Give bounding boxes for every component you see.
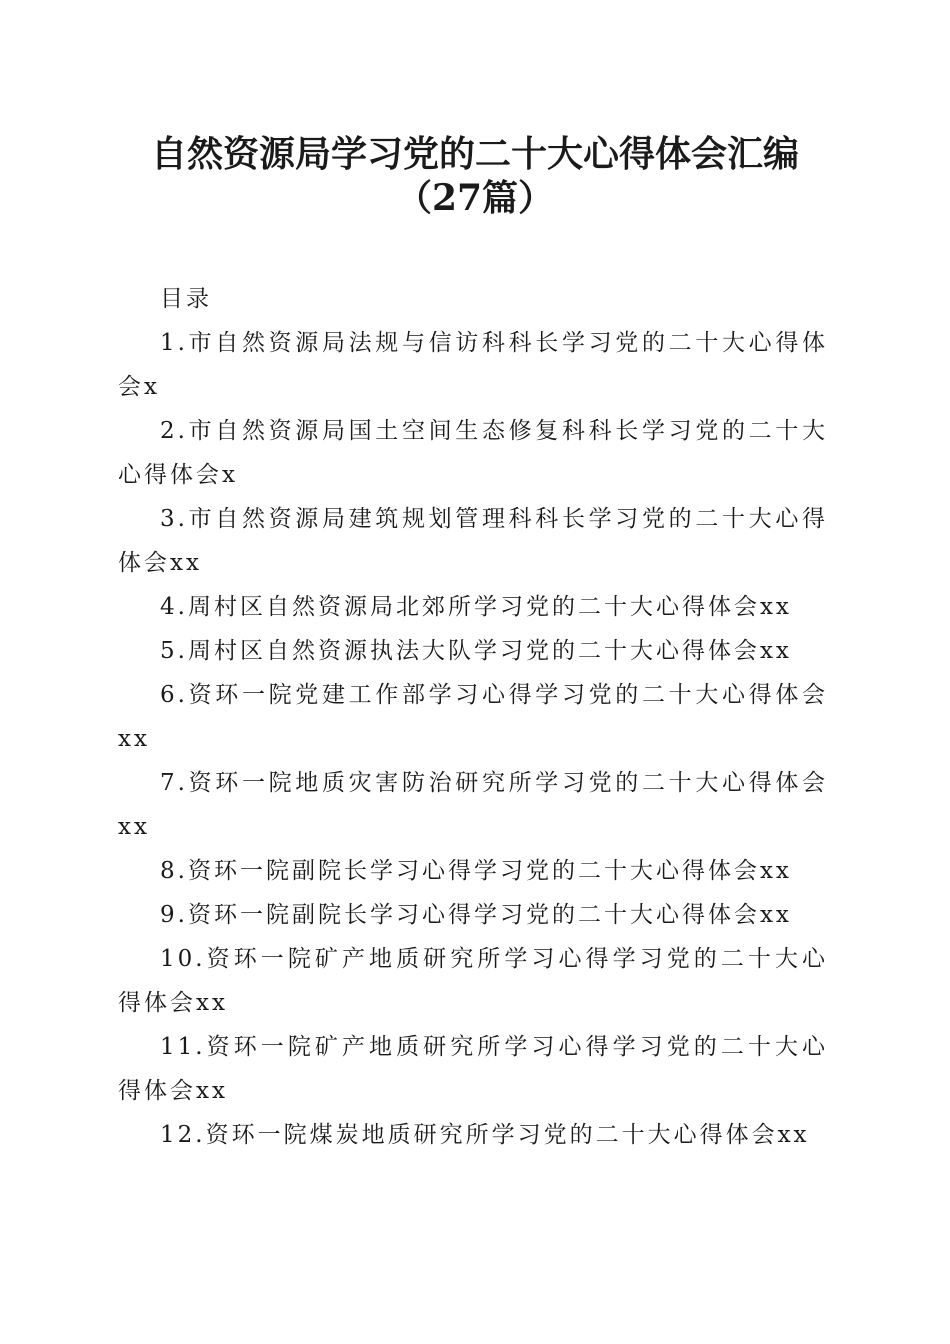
table-of-contents	[118, 277, 828, 1157]
toc-item-1[interactable]: 1.市自然资源局法规与信访科科长学习党的二十大心得体会x	[118, 330, 828, 400]
toc-item-4[interactable]: 4.周村区自然资源局北郊所学习党的二十大心得体会xx	[160, 594, 792, 620]
toc-item-6[interactable]: 6.资环一院党建工作部学习心得学习党的二十大心得体会xx	[118, 682, 828, 752]
toc-item-12[interactable]: 12.资环一院煤炭地质研究所学习党的二十大心得体会xx	[160, 1122, 810, 1148]
toc-item-5[interactable]: 5.周村区自然资源执法大队学习党的二十大心得体会xx	[160, 638, 792, 664]
toc-item-7[interactable]: 7.资环一院地质灾害防治研究所学习党的二十大心得体会xx	[118, 770, 828, 840]
toc-item-11[interactable]: 11.资环一院矿产地质研究所学习心得学习党的二十大心得体会xx	[118, 1034, 828, 1104]
toc-item-3[interactable]: 3.市自然资源局建筑规划管理科科长学习党的二十大心得体会xx	[118, 506, 828, 576]
toc-heading: 目录	[160, 286, 212, 312]
toc-list	[118, 321, 828, 1157]
toc-item-2[interactable]: 2.市自然资源局国土空间生态修复科科长学习党的二十大心得体会x	[118, 418, 828, 488]
toc-item-8[interactable]: 8.资环一院副院长学习心得学习党的二十大心得体会xx	[160, 858, 792, 884]
toc-item-9[interactable]: 9.资环一院副院长学习心得学习党的二十大心得体会xx	[160, 902, 792, 928]
toc-item-10[interactable]: 10.资环一院矿产地质研究所学习心得学习党的二十大心得体会xx	[118, 946, 828, 1016]
document-title: 自然资源局学习党的二十大心得体会汇编（27篇）	[150, 133, 799, 219]
